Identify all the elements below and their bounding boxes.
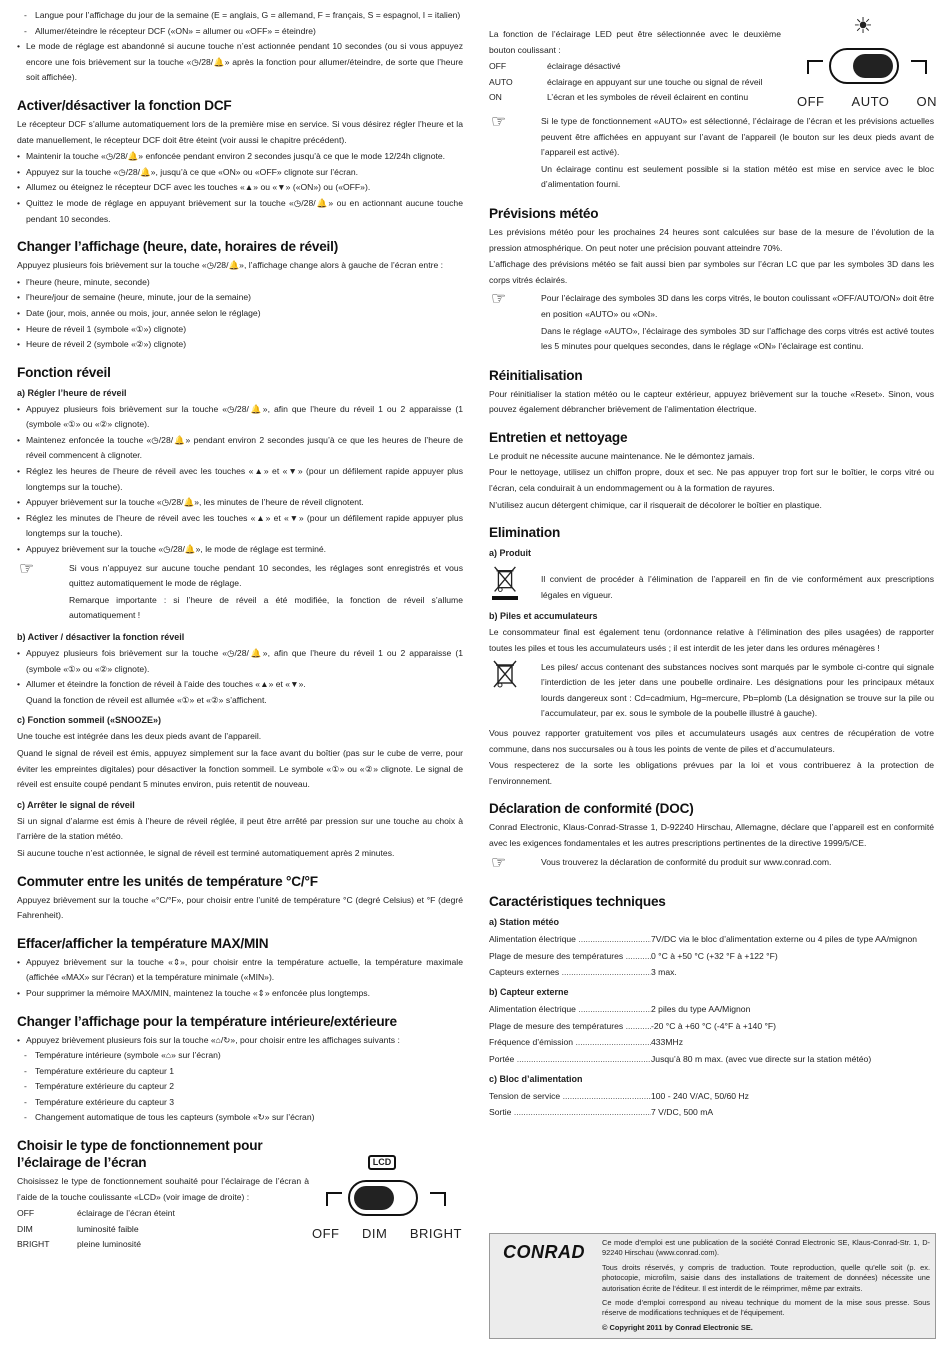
display-modes: [17, 275, 463, 353]
paragraph: Pour l’éclairage des symboles 3D dans les corps vitrés, le bouton coulissant «OFF/AUTO/ON» doit être en position «AUTO» ou «ON».: [541, 293, 934, 319]
list-item: • Maintenir la touche «◷/28/🔔» enfoncée pendant environ 2 secondes jusqu’à ce que le mode 12/24h clignote.: [17, 149, 463, 165]
note-box: [17, 558, 463, 625]
inout-options: [17, 1048, 463, 1126]
paragraph: Une touche est intégrée dans les deux pieds avant de l’appareil.: [17, 731, 262, 742]
pointing-hand-icon: ☞: [491, 289, 507, 309]
paragraph: Le consommateur final est également tenu (ordonnance relative à l’élimination des piles usagées) de rapporter toutes les piles et tous les accumulateurs usés ; il est interdit de les jeter dans les ordures ménagères !: [489, 627, 934, 654]
section-title-units: Commuter entre les unités de température °C/°F: [17, 873, 318, 889]
right-column: [489, 27, 934, 1121]
paragraph: N’utilisez aucun détergent chimique, car il risquerait de décolorer le boîtier en plastique.: [489, 499, 822, 510]
lcd-slide-switch: [326, 1170, 444, 1224]
paragraph: Vous trouverez la déclaration de conformité du produit sur www.conrad.com.: [541, 856, 832, 867]
paragraph: Choisissez le type de fonctionnement souhaité pour l’éclairage de l’écran à l’aide de la touche coulissante «LCD» (voir image de droite) :: [17, 1176, 309, 1202]
note-box: [489, 852, 934, 872]
list-item: - Changement automatique de tous les capteurs (symbole «↻» sur l’écran): [17, 1110, 463, 1126]
led-switch-illustration: [797, 14, 937, 109]
section-title-reset: Réinitialisation: [489, 367, 583, 383]
paragraph: Appuyez brièvement sur la touche «°C/°F», pour choisir entre l’unité de température °C (degré Celsius) et °F (degré Fahrenheit).: [17, 894, 463, 921]
list-item: - Température extérieure du capteur 3: [17, 1095, 463, 1111]
list-item: - Langue pour l’affichage du jour de la semaine (E = anglais, G = allemand, F = français, S = espagnol, I = italien): [17, 8, 463, 24]
lcd-row: OFF éclairage de l’écran éteint: [17, 1208, 175, 1219]
list-item: • Quittez le mode de réglage en appuyant brièvement sur la touche «◷/28/🔔» ou en actionnant aucune touche pendant 10 secondes.: [17, 196, 463, 227]
alarm-toggle-steps: [17, 646, 463, 693]
section-title-disposal: Elimination: [489, 525, 561, 541]
list-item: • Réglez les minutes de l’heure de réveil avec les touches «▲» et «▼» (pour un défilement rapide appuyer plus longtemps sur la touche).: [17, 511, 463, 542]
spec-row: Alimentation électrique ..... 7V/DC via le bloc d’alimentation externe ou 4 piles de type AA/mignon: [489, 931, 934, 947]
alarm-set-steps: [17, 402, 463, 558]
list-item: • l’heure (heure, minute, seconde): [17, 275, 463, 291]
footer-text: Ce mode d’emploi correspond au niveau technique du moment de la mise sous presse. Sous réserve de modifications techniques et de l’équipement.: [602, 1298, 930, 1318]
section-title-lcd: Choisir le type de fonctionnement pour l’éclairage de l’écran: [17, 1138, 263, 1171]
note-box: [489, 291, 934, 355]
paragraph: Si le type de fonctionnement «AUTO» est sélectionné, l’éclairage de l’écran et les prévisions actuelles peuvent être affichées en appuyant sur l’avant de l’appareil (le bouton sur les deux pieds avant de l’appareil est activé).: [541, 115, 934, 158]
note-box: [489, 111, 934, 194]
intro-dash-list: [17, 8, 463, 39]
subsection-title: b) Activer / désactiver la fonction réveil: [17, 632, 185, 642]
paragraph: Il convient de procéder à l’élimination de l’appareil en fin de vie conformément aux prescriptions légales en vigueur.: [541, 574, 934, 600]
lcd-row: BRIGHT pleine luminosité: [17, 1239, 142, 1250]
lcd-row: DIM luminosité faible: [17, 1223, 139, 1234]
crossed-bin-icon: [491, 660, 519, 694]
footer-text: Tous droits réservés, y compris de traduction. Toute reproduction, quelle qu’elle soit (p. ex. photocopie, microfilm, saisie dans des installations de traitement de données) nécessite une autorisation écrite de l’éditeur. Il est interdit de le réimprimer, même par extraits.: [602, 1262, 930, 1293]
list-item: • Appuyez brièvement sur la touche «⇕», pour choisir entre la température actuelle, la température maximale (affichée «MAX» sur l’écran) et la température minimale («MIN»).: [17, 955, 463, 986]
list-item: • Appuyer brièvement sur la touche «◷/28/🔔», les minutes de l’heure de réveil clignotent.: [17, 495, 463, 511]
section-title-forecast: Prévisions météo: [489, 205, 599, 221]
list-item: - Allumer/éteindre le récepteur DCF («ON» = allumer ou «OFF» = éteindre): [17, 24, 463, 40]
pointing-hand-icon: ☞: [491, 852, 507, 872]
lcd-badge: LCD: [368, 1155, 397, 1170]
paragraph: Dans le réglage «AUTO», l’éclairage des symboles 3D sur l’affichage des corps vitrés est activé toutes les 5 minutes pour quelques secondes, dans le réglage «ON» l’éclairage est continu.: [541, 325, 934, 352]
list-item: - Température extérieure du capteur 2: [17, 1079, 463, 1095]
spec-row: Portée ..... Jusqu’à 80 m max. (avec vue directe sur la station météo): [489, 1051, 934, 1067]
intro-bullet-list: [17, 39, 463, 86]
copyright: © Copyright 2011 by Conrad Electronic SE.: [602, 1322, 753, 1332]
spec-row: Tension de service ..... 100 - 240 V/AC, 50/60 Hz: [489, 1088, 934, 1104]
section-title-dcf: Activer/désactiver la fonction DCF: [17, 97, 232, 113]
list-item: • Pour supprimer la mémoire MAX/MIN, maintenez la touche «⇕» enfoncée plus longtemps.: [17, 986, 463, 1002]
list-item: - Température intérieure (symbole «⌂» sur l’écran): [17, 1048, 463, 1064]
spec-row: Fréquence d’émission ..... 433MHz: [489, 1034, 934, 1050]
paragraph: Les piles/ accus contenant des substances nocives sont marqués par le symbole ci-contre qui signale l’interdiction de les jeter dans une poubelle ordinaire. Les désignations pour les principaux métaux lourds dangereux sont : Cd=cadmium, Hg=mercure, Pb=plomb (La désignation se trouve sur la pile ou l’accumulateur, par ex. sous le symbole de la poubelle illustré à gauche).: [541, 661, 934, 719]
spec-row: Sortie ..... 7 V/DC, 500 mA: [489, 1104, 934, 1120]
paragraph: Le produit ne nécessite aucune maintenance. Ne le démontez jamais.: [489, 450, 755, 461]
subsection-title: c) Bloc d’alimentation: [489, 1074, 583, 1084]
led-slide-switch: [807, 38, 925, 92]
switch-label: BRIGHT: [409, 1226, 462, 1241]
paragraph: Vous pouvez rapporter gratuitement vos piles et accumulateurs usagés aux centres de récupération de votre commune, dans nos succursales ou à tous les points de vente de piles et d’accumulateurs.: [489, 728, 934, 754]
pointing-hand-icon: ☞: [19, 558, 35, 578]
paragraph: Si un signal d’alarme est émis à l’heure de réveil réglée, il peut être arrêté par pression sur une touche au choix à l’arrière de la station météo.: [17, 815, 463, 842]
left-column: [17, 8, 463, 1253]
paragraph: Si vous n’appuyez sur aucune touche pendant 10 secondes, les réglages sont enregistrés et vous quittez automatiquement le mode de réglage.: [69, 562, 463, 589]
publisher-footer: [489, 1233, 936, 1339]
paragraph: Quand le signal de réveil est émis, appuyez simplement sur la face avant du boîtier (pas sur le cube de verre, pour éviter les empreintes digitales) pour désactiver la fonction sommeil. Le symbole «①» ou «②» clignote. Le signal de réveil est ensuite coupé pendant 5 minutes environ, puis retentit de nouveau.: [17, 747, 463, 790]
list-item: • Allumer et éteindre la fonction de réveil à l’aide des touches «▲» et «▼».: [17, 677, 463, 693]
switch-label: DIM: [362, 1226, 388, 1241]
list-item: • Appuyez sur la touche «◷/28/🔔», jusqu’à ce que «ON» ou «OFF» clignote sur l’écran.: [17, 165, 463, 181]
section-title-inout: Changer l’affichage pour la température intérieure/extérieure: [17, 1013, 397, 1029]
led-row: AUTO éclairage en appuyant sur une touche ou signal de réveil: [489, 76, 763, 87]
switch-label: OFF: [797, 94, 825, 109]
paragraph: Quand la fonction de réveil est allumée «①» et «②» s’affichent.: [26, 694, 267, 705]
switch-label: ON: [916, 94, 937, 109]
weee-block: [489, 566, 934, 604]
list-item: • l’heure/jour de semaine (heure, minute, jour de la semaine): [17, 290, 463, 306]
subsection-title: a) Régler l’heure de réveil: [17, 387, 127, 398]
paragraph: Vous respecterez de la sorte les obligations prévues par la loi et vous contribuerez à la protection de l’environnement.: [489, 760, 934, 786]
list-item: • Appuyez plusieurs fois brièvement sur la touche «◷/28/🔔», afin que l’heure du réveil 1 ou 2 apparaisse (1 (symbole «①» ou «②» clignote).: [17, 646, 463, 677]
section-title-display: Changer l’affichage (heure, date, horaires de réveil): [17, 239, 339, 255]
subsection-title: a) Station météo: [489, 917, 560, 928]
paragraph: Remarque importante : si l’heure de réveil a été modifiée, la fonction de réveil s’allume automatiquement !: [69, 594, 463, 621]
list-item: • Appuyez brièvement sur la touche «◷/28/🔔», le mode de réglage est terminé.: [17, 542, 463, 558]
list-item: • Réglez les heures de l’heure de réveil avec les touches «▲» et «▼» (pour un défilement rapide appuyer plus longtemps sur la touche).: [17, 464, 463, 495]
subsection-title: b) Piles et accumulateurs: [489, 611, 598, 622]
spec-row: Capteurs externes ..... 3 max.: [489, 964, 934, 980]
lcd-switch-illustration: [312, 1152, 462, 1241]
paragraph: Si aucune touche n’est actionnée, le signal de réveil est terminé automatiquement après 2 minutes.: [17, 847, 395, 858]
list-item: • Heure de réveil 1 (symbole «①») clignote): [17, 322, 463, 338]
paragraph: Pour réinitialiser la station météo ou le capteur extérieur, appuyez brièvement sur la touche «Reset». Sinon, vous pouvez également débrancher brièvement de l’alimentation électrique.: [489, 388, 934, 415]
paragraph: Le récepteur DCF s’allume automatiquement lors de la première mise en service. Si vous désirez régler l’heure et la date manuellement, le récepteur DCF doit être éteint (voir aussi le chapitre précédent).: [17, 118, 463, 145]
paragraph: L’affichage des prévisions météo se fait aussi bien par symboles sur l’écran LC que par les symboles 3D dans les corps vitrés éclairés.: [489, 259, 934, 285]
paragraph: Un éclairage continu est seulement possible si la station météo est mise en service avec le bloc d’alimentation fourni.: [541, 163, 934, 190]
list-item: - Température extérieure du capteur 1: [17, 1064, 463, 1080]
led-row: ON L’écran et les symboles de réveil éclairent en continu: [489, 92, 749, 103]
subsection-title: c) Arrêter le signal de réveil: [17, 799, 135, 810]
list-item: • Heure de réveil 2 (symbole «②») clignote): [17, 337, 463, 353]
subsection-title: c) Fonction sommeil («SNOOZE»): [17, 715, 162, 726]
list-item: • Appuyez plusieurs fois brièvement sur la touche «◷/28/🔔», afin que l’heure du réveil 1 ou 2 apparaisse (1 (symbole «①» ou «②» clignote).: [17, 402, 463, 433]
inout-intro: [17, 1033, 463, 1049]
light-bulb-icon: ☀: [853, 13, 873, 38]
dcf-steps: [17, 149, 463, 227]
footer-text: Ce mode d’emploi est une publication de la société Conrad Electronic SE, Klaus-Conrad-Str. 1, D-92240 Hirschau (www.conrad.com).: [602, 1238, 930, 1258]
conrad-logo: CONRAD: [503, 1242, 585, 1262]
list-item: • Maintenez enfoncée la touche «◷/28/🔔» pendant environ 2 secondes jusqu’à ce que les heures de l’heure de réveil commencent à clignoter.: [17, 433, 463, 464]
section-title-maxmin: Effacer/afficher la température MAX/MIN: [17, 935, 269, 951]
subsection-title: a) Produit: [489, 548, 531, 559]
paragraph: La fonction de l’éclairage LED peut être sélectionnée avec le deuxième bouton coulissant :: [489, 29, 781, 55]
paragraph: Les prévisions météo pour les prochaines 24 heures sont calculées sur base de la mesure de l’évolution de la pression atmosphérique. On peut noter une précision pouvant atteindre 70%.: [489, 226, 934, 253]
switch-label: AUTO: [851, 94, 890, 109]
paragraph: Appuyez plusieurs fois brièvement sur la touche «◷/28/🔔», l’affichage change alors à gauche de l’écran entre :: [17, 260, 444, 271]
led-row: OFF éclairage désactivé: [489, 61, 621, 72]
list-item: • Appuyez brièvement plusieurs fois sur la touche «⌂/↻», pour choisir entre les affichages suivants :: [17, 1033, 463, 1049]
list-item: • Date (jour, mois, année ou mois, jour, année selon le réglage): [17, 306, 463, 322]
spec-row: Plage de mesure des températures ..... 0 °C à +50 °C (+32 °F à +122 °F): [489, 948, 934, 964]
maxmin-steps: [17, 955, 463, 1002]
subsection-title: b) Capteur externe: [489, 987, 569, 998]
spec-row: Plage de mesure des températures ..... -20 °C à +60 °C (-4°F à +140 °F): [489, 1018, 934, 1034]
section-title-specs: Caractéristiques techniques: [489, 894, 666, 910]
crossed-bin-icon: [491, 566, 519, 600]
section-title-alarm: Fonction réveil: [17, 364, 111, 380]
section-title-doc: Déclaration de conformité (DOC): [489, 801, 694, 817]
switch-label: OFF: [312, 1226, 340, 1241]
spec-row: Alimentation électrique ..... 2 piles du type AA/Mignon: [489, 1001, 934, 1017]
paragraph: Conrad Electronic, Klaus-Conrad-Strasse 1, D-92240 Hirschau, Allemagne, déclare que l’appareil est en conformité avec les exigences fondamentales et les autres prescriptions pertinentes de la directive 1999/5/CE.: [489, 822, 934, 848]
list-item: • Allumez ou éteignez le récepteur DCF avec les touches «▲» ou «▼» («ON») ou («OFF»).: [17, 180, 463, 196]
section-title-care: Entretien et nettoyage: [489, 429, 628, 445]
list-item: • Le mode de réglage est abandonné si aucune touche n’est actionnée pendant 10 secondes (ou si vous appuyez encore une fois brièvement sur la touche «◷/28/🔔» après la fonction pour allumer/éteindre, de sorte que l’heure soit affichée).: [17, 39, 463, 86]
battery-note: [489, 660, 934, 723]
paragraph: Pour le nettoyage, utilisez un chiffon propre, doux et sec. Ne pas appuyer trop fort sur le boîtier, le corps vitré ou l’écran, cela conduirait à un endommagement ou à la formation de rayures.: [489, 467, 934, 494]
pointing-hand-icon: ☞: [491, 111, 507, 131]
